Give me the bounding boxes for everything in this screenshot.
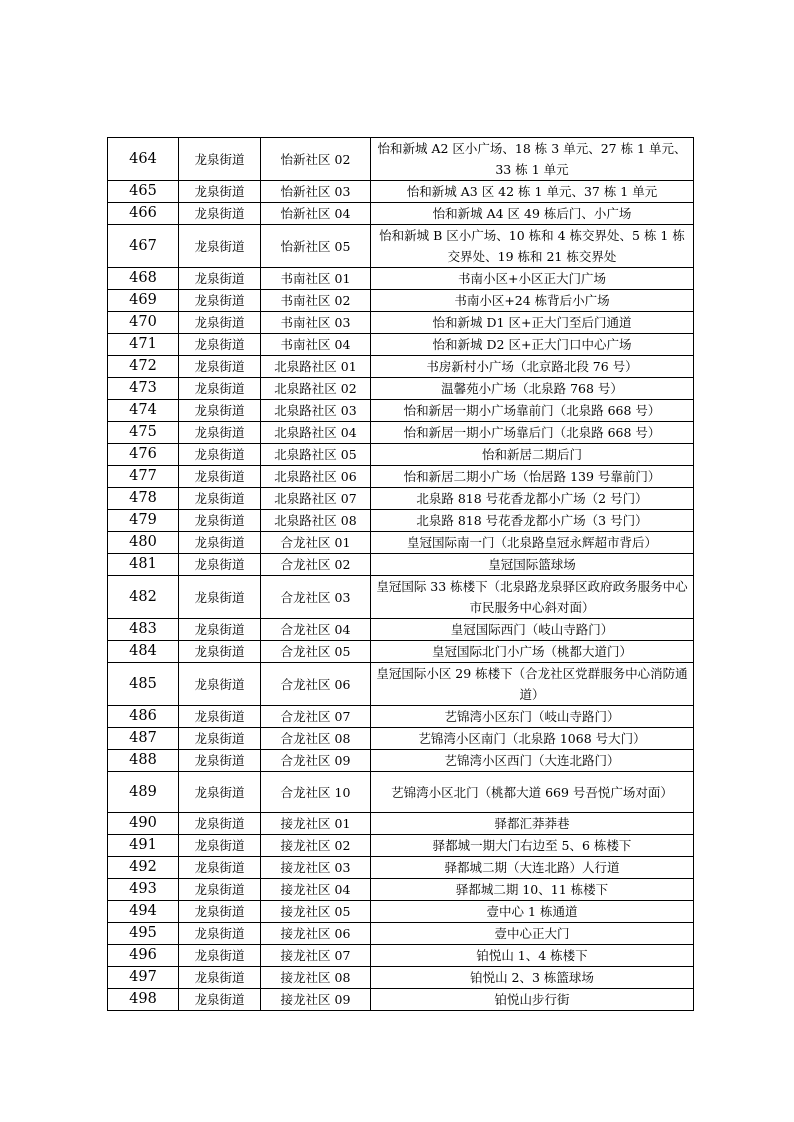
table-row [108,532,694,554]
community-cell: 合龙社区 09 [261,750,371,772]
street-cell: 龙泉街道 [179,334,261,356]
row-number: 478 [108,488,179,510]
row-number: 464 [108,138,179,181]
community-cell: 北泉路社区 02 [261,378,371,400]
location-cell: 皇冠国际 33 栋楼下（北泉路龙泉驿区政府政务服务中心市民服务中心斜对面） [371,576,694,619]
community-cell: 合龙社区 06 [261,663,371,706]
row-number: 498 [108,989,179,1011]
row-number: 474 [108,400,179,422]
community-cell: 合龙社区 03 [261,576,371,619]
row-number: 468 [108,268,179,290]
table-row [108,422,694,444]
table-row [108,290,694,312]
table-body [108,138,694,1011]
community-cell: 怡新社区 02 [261,138,371,181]
street-cell: 龙泉街道 [179,750,261,772]
row-number: 497 [108,967,179,989]
table-row [108,576,694,619]
table-row [108,181,694,203]
table-row [108,378,694,400]
row-number: 480 [108,532,179,554]
table-row [108,510,694,532]
street-cell: 龙泉街道 [179,857,261,879]
location-cell: 怡和新城 D2 区+正大门口中心广场 [371,334,694,356]
table-row [108,857,694,879]
table-row [108,554,694,576]
street-cell: 龙泉街道 [179,554,261,576]
location-cell: 怡和新居二期小广场（怡居路 139 号靠前门） [371,466,694,488]
table-row [108,772,694,813]
location-cell: 艺锦湾小区西门（大连北路门） [371,750,694,772]
location-cell: 铂悦山步行街 [371,989,694,1011]
community-cell: 怡新社区 05 [261,225,371,268]
community-cell: 北泉路社区 05 [261,444,371,466]
community-cell: 书南社区 03 [261,312,371,334]
row-number: 473 [108,378,179,400]
row-number: 471 [108,334,179,356]
row-number: 490 [108,813,179,835]
location-cell: 皇冠国际小区 29 栋楼下（合龙社区党群服务中心消防通道） [371,663,694,706]
location-cell: 艺锦湾小区东门（岐山寺路门） [371,706,694,728]
street-cell: 龙泉街道 [179,772,261,813]
street-cell: 龙泉街道 [179,706,261,728]
table-row [108,641,694,663]
row-number: 467 [108,225,179,268]
row-number: 472 [108,356,179,378]
community-cell: 合龙社区 01 [261,532,371,554]
location-cell: 皇冠国际西门（岐山寺路门） [371,619,694,641]
row-number: 479 [108,510,179,532]
community-cell: 北泉路社区 01 [261,356,371,378]
table-row [108,312,694,334]
community-cell: 接龙社区 02 [261,835,371,857]
sampling-sites-table [107,137,694,1011]
location-cell: 怡和新城 B 区小广场、10 栋和 4 栋交界处、5 栋 1 栋交界处、19 栋和 21 栋交界处 [371,225,694,268]
row-number: 484 [108,641,179,663]
row-number: 476 [108,444,179,466]
location-cell: 怡和新城 A2 区小广场、18 栋 3 单元、27 栋 1 单元、33 栋 1 单元 [371,138,694,181]
street-cell: 龙泉街道 [179,400,261,422]
community-cell: 合龙社区 07 [261,706,371,728]
location-cell: 壹中心正大门 [371,923,694,945]
location-cell: 北泉路 818 号花香龙都小广场（3 号门） [371,510,694,532]
community-cell: 合龙社区 04 [261,619,371,641]
location-cell: 书房新村小广场（北京路北段 76 号） [371,356,694,378]
location-cell: 书南小区+小区正大门广场 [371,268,694,290]
row-number: 494 [108,901,179,923]
location-cell: 北泉路 818 号花香龙都小广场（2 号门） [371,488,694,510]
location-cell: 铂悦山 1、4 栋楼下 [371,945,694,967]
row-number: 482 [108,576,179,619]
table-row [108,989,694,1011]
street-cell: 龙泉街道 [179,225,261,268]
location-cell: 驿都城二期（大连北路）人行道 [371,857,694,879]
table-row [108,400,694,422]
community-cell: 接龙社区 01 [261,813,371,835]
table-row [108,813,694,835]
street-cell: 龙泉街道 [179,181,261,203]
row-number: 487 [108,728,179,750]
street-cell: 龙泉街道 [179,967,261,989]
street-cell: 龙泉街道 [179,945,261,967]
community-cell: 接龙社区 05 [261,901,371,923]
row-number: 481 [108,554,179,576]
street-cell: 龙泉街道 [179,532,261,554]
table-row [108,923,694,945]
row-number: 488 [108,750,179,772]
street-cell: 龙泉街道 [179,488,261,510]
table-row [108,945,694,967]
row-number: 485 [108,663,179,706]
street-cell: 龙泉街道 [179,268,261,290]
table-row [108,138,694,181]
community-cell: 怡新社区 03 [261,181,371,203]
street-cell: 龙泉街道 [179,510,261,532]
street-cell: 龙泉街道 [179,312,261,334]
location-cell: 怡和新居一期小广场靠后门（北泉路 668 号） [371,422,694,444]
community-cell: 北泉路社区 06 [261,466,371,488]
community-cell: 接龙社区 06 [261,923,371,945]
street-cell: 龙泉街道 [179,901,261,923]
row-number: 493 [108,879,179,901]
row-number: 496 [108,945,179,967]
table-row [108,901,694,923]
community-cell: 合龙社区 02 [261,554,371,576]
street-cell: 龙泉街道 [179,444,261,466]
location-cell: 皇冠国际篮球场 [371,554,694,576]
street-cell: 龙泉街道 [179,290,261,312]
location-cell: 怡和新居二期后门 [371,444,694,466]
table-row [108,619,694,641]
table-row [108,466,694,488]
table-row [108,268,694,290]
street-cell: 龙泉街道 [179,641,261,663]
location-cell: 怡和新城 A4 区 49 栋后门、小广场 [371,203,694,225]
location-cell: 怡和新城 D1 区+正大门至后门通道 [371,312,694,334]
street-cell: 龙泉街道 [179,813,261,835]
community-cell: 北泉路社区 04 [261,422,371,444]
location-cell: 怡和新城 A3 区 42 栋 1 单元、37 栋 1 单元 [371,181,694,203]
row-number: 470 [108,312,179,334]
location-cell: 书南小区+24 栋背后小广场 [371,290,694,312]
table-row [108,835,694,857]
street-cell: 龙泉街道 [179,422,261,444]
community-cell: 书南社区 04 [261,334,371,356]
location-cell: 艺锦湾小区南门（北泉路 1068 号大门） [371,728,694,750]
row-number: 483 [108,619,179,641]
table-row [108,706,694,728]
street-cell: 龙泉街道 [179,378,261,400]
community-cell: 接龙社区 04 [261,879,371,901]
table-row [108,444,694,466]
community-cell: 书南社区 02 [261,290,371,312]
location-cell: 驿都汇莽莽巷 [371,813,694,835]
street-cell: 龙泉街道 [179,879,261,901]
community-cell: 合龙社区 05 [261,641,371,663]
location-cell: 驿都城一期大门右边至 5、6 栋楼下 [371,835,694,857]
community-cell: 接龙社区 08 [261,967,371,989]
row-number: 469 [108,290,179,312]
table-row [108,203,694,225]
street-cell: 龙泉街道 [179,663,261,706]
location-cell: 皇冠国际北门小广场（桃都大道门） [371,641,694,663]
table-row [108,750,694,772]
table-row [108,728,694,750]
street-cell: 龙泉街道 [179,576,261,619]
street-cell: 龙泉街道 [179,835,261,857]
table-row [108,663,694,706]
street-cell: 龙泉街道 [179,356,261,378]
row-number: 465 [108,181,179,203]
location-cell: 温馨苑小广场（北泉路 768 号） [371,378,694,400]
street-cell: 龙泉街道 [179,138,261,181]
community-cell: 合龙社区 08 [261,728,371,750]
table-row [108,334,694,356]
table-row [108,879,694,901]
community-cell: 接龙社区 03 [261,857,371,879]
street-cell: 龙泉街道 [179,619,261,641]
row-number: 492 [108,857,179,879]
location-cell: 皇冠国际南一门（北泉路皇冠永辉超市背后） [371,532,694,554]
community-cell: 接龙社区 07 [261,945,371,967]
row-number: 486 [108,706,179,728]
community-cell: 怡新社区 04 [261,203,371,225]
location-cell: 铂悦山 2、3 栋篮球场 [371,967,694,989]
location-cell: 壹中心 1 栋通道 [371,901,694,923]
community-cell: 北泉路社区 07 [261,488,371,510]
row-number: 477 [108,466,179,488]
table-row [108,488,694,510]
location-cell: 怡和新居一期小广场靠前门（北泉路 668 号） [371,400,694,422]
street-cell: 龙泉街道 [179,989,261,1011]
community-cell: 接龙社区 09 [261,989,371,1011]
table-row [108,356,694,378]
community-cell: 北泉路社区 08 [261,510,371,532]
community-cell: 书南社区 01 [261,268,371,290]
street-cell: 龙泉街道 [179,923,261,945]
table-row [108,967,694,989]
community-cell: 合龙社区 10 [261,772,371,813]
row-number: 491 [108,835,179,857]
street-cell: 龙泉街道 [179,466,261,488]
location-cell: 驿都城二期 10、11 栋楼下 [371,879,694,901]
table-row [108,225,694,268]
street-cell: 龙泉街道 [179,728,261,750]
location-cell: 艺锦湾小区北门（桃都大道 669 号吾悦广场对面） [371,772,694,813]
community-cell: 北泉路社区 03 [261,400,371,422]
row-number: 475 [108,422,179,444]
row-number: 466 [108,203,179,225]
row-number: 495 [108,923,179,945]
row-number: 489 [108,772,179,813]
street-cell: 龙泉街道 [179,203,261,225]
